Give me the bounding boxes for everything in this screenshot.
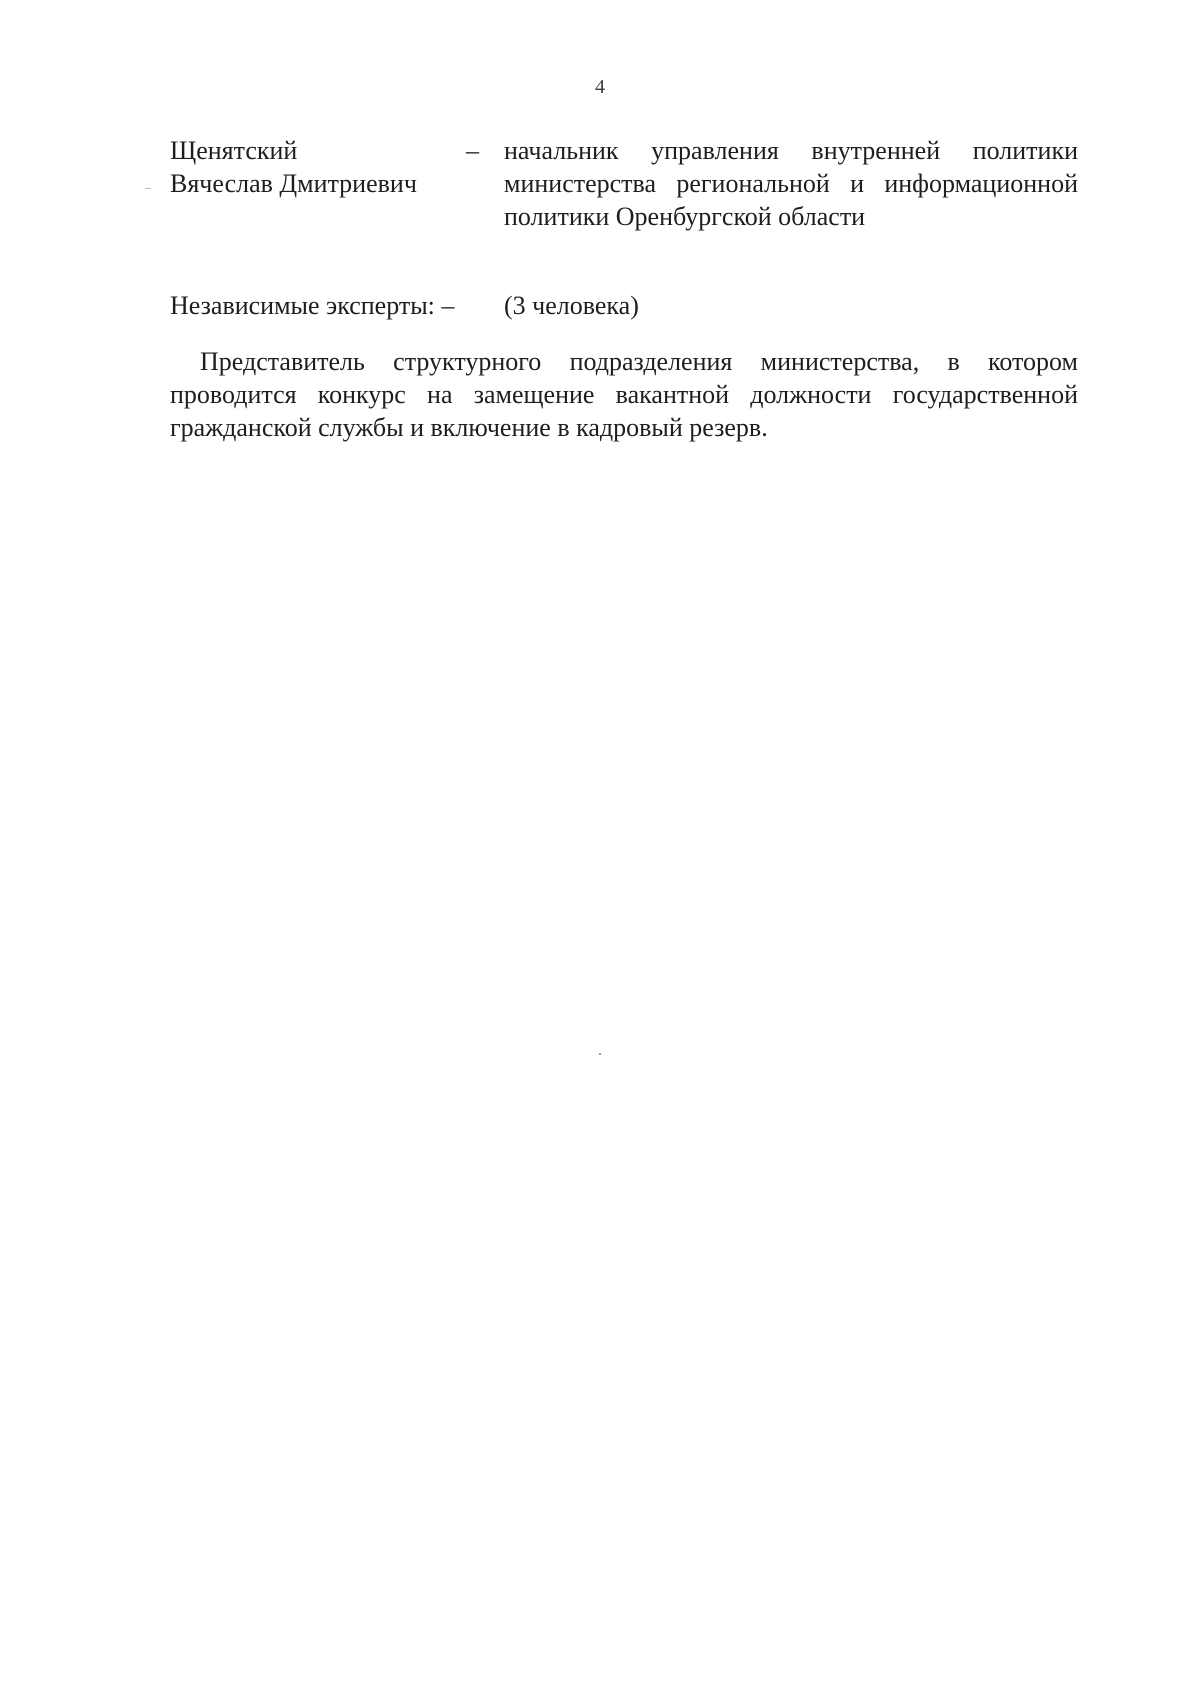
experts-label: Независимые эксперты: –	[170, 291, 455, 320]
member-surname: Щенятский	[170, 136, 298, 165]
scan-artifact	[145, 188, 151, 189]
member-given-names: Вячеслав Дмитриевич	[170, 169, 417, 198]
page-number: 4	[595, 76, 605, 98]
member-name	[170, 134, 470, 200]
experts-count: (3 человека)	[504, 291, 639, 320]
representative-paragraph: Представитель структурного подразделения министерства, в котором проводится конкурс на замещение вакантной должности государственной гражданской службы и включение в кадровый резерв.	[170, 347, 1078, 442]
member-dash: –	[466, 136, 479, 165]
member-position: начальник управления внутренней политики министерства региональной и информационной политики Оренбургской области	[504, 136, 1078, 231]
commission-member	[170, 134, 1078, 264]
scan-artifact	[599, 1053, 601, 1055]
